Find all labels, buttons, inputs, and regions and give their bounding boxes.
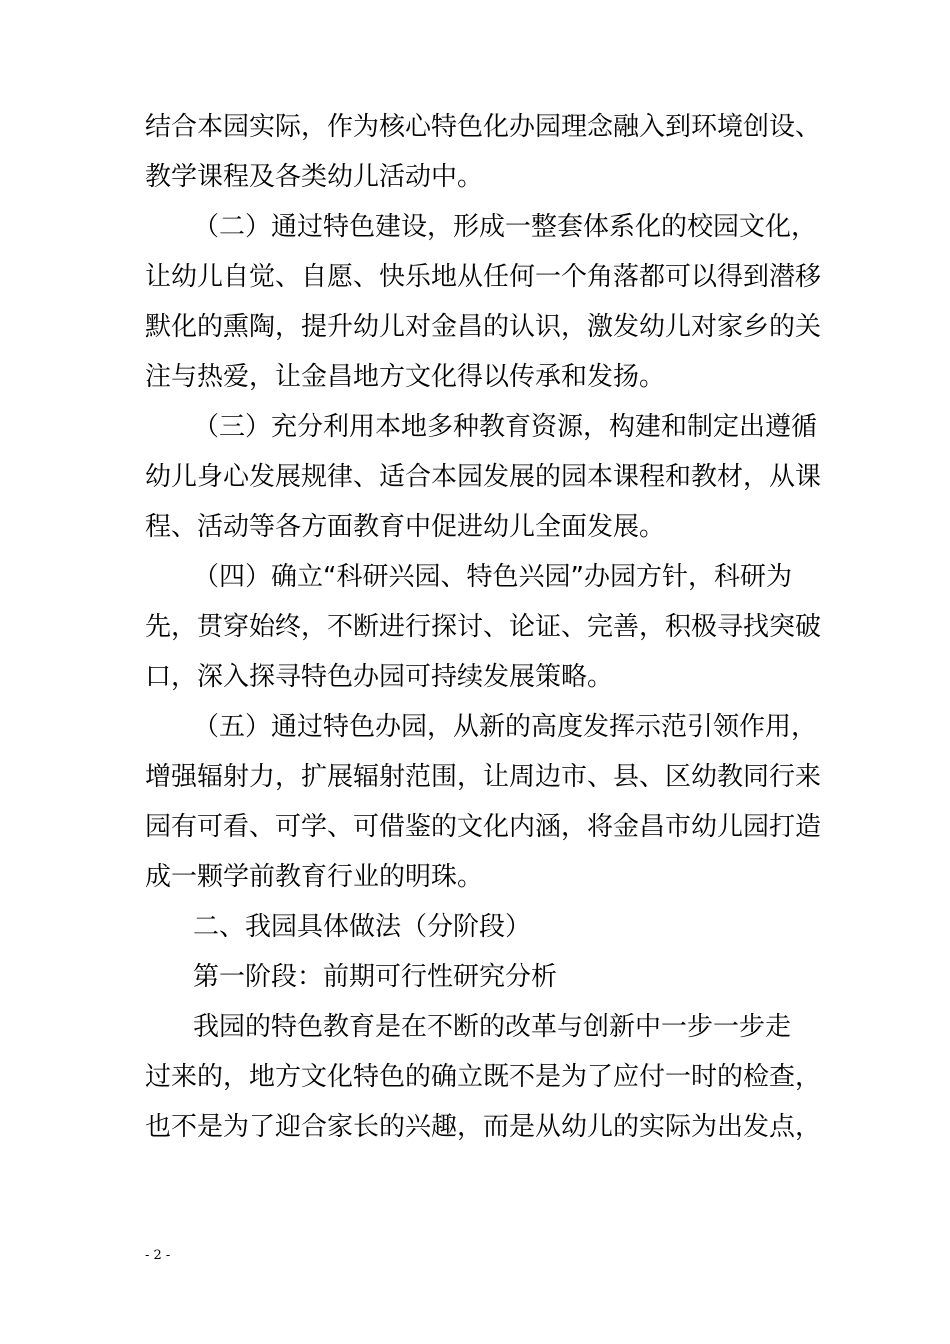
text-line: （二）通过特色建设，形成一整套体系化的校园文化， — [193, 212, 818, 242]
text-line: 我园的特色教育是在不断的改革与创新中一步一步走 — [193, 1012, 792, 1042]
text-line: （五）通过特色办园，从新的高度发挥示范引领作用， — [193, 712, 818, 742]
text-line: 增强辐射力，扩展辐射范围，让周边市、县、区幼教同行来 — [145, 762, 822, 792]
text-line: 园有可看、可学、可借鉴的文化内涵，将金昌市幼儿园打造 — [145, 812, 822, 842]
paragraph-1 — [145, 102, 822, 202]
heading-line: 第一阶段：前期可行性研究分析 — [193, 962, 558, 992]
page-number: - 2 - — [145, 1248, 171, 1263]
text-line: （四）确立“科研兴园、特色兴园”办园方针，科研为 — [193, 562, 792, 592]
text-line: 口，深入探寻特色办园可持续发展策略。 — [145, 662, 614, 692]
body-text — [145, 102, 822, 1152]
text-line: 让幼儿自觉、自愿、快乐地从任何一个角落都可以得到潜移 — [145, 262, 822, 292]
text-line: 先，贯穿始终，不断进行探讨、论证、完善，积极寻找突破 — [145, 612, 822, 642]
subsection-heading — [145, 952, 815, 1002]
text-line: 幼儿身心发展规律、适合本园发展的园本课程和教材，从课 — [145, 462, 822, 492]
text-line: 程、活动等各方面教育中促进幼儿全面发展。 — [145, 512, 666, 542]
paragraph-6 — [145, 1002, 822, 1152]
heading-line: 二、我园具体做法（分阶段） — [193, 912, 532, 942]
text-line: 过来的，地方文化特色的确立既不是为了应付一时的检查， — [145, 1062, 822, 1092]
text-line: 默化的熏陶，提升幼儿对金昌的认识，激发幼儿对家乡的关 — [145, 312, 822, 342]
text-line: 结合本园实际，作为核心特色化办园理念融入到环境创设、 — [145, 112, 822, 142]
paragraph-3 — [145, 402, 822, 552]
paragraph-2 — [145, 202, 822, 402]
text-line: 注与热爱，让金昌地方文化得以传承和发扬。 — [145, 362, 666, 392]
text-line: 教学课程及各类幼儿活动中。 — [145, 162, 484, 192]
text-line: 成一颗学前教育行业的明珠。 — [145, 862, 484, 892]
section-heading — [145, 902, 815, 952]
paragraph-5 — [145, 702, 822, 902]
text-line: （三）充分利用本地多种教育资源，构建和制定出遵循 — [193, 412, 818, 442]
paragraph-4 — [145, 552, 822, 702]
text-line: 也不是为了迎合家长的兴趣，而是从幼儿的实际为出发点， — [145, 1112, 822, 1142]
